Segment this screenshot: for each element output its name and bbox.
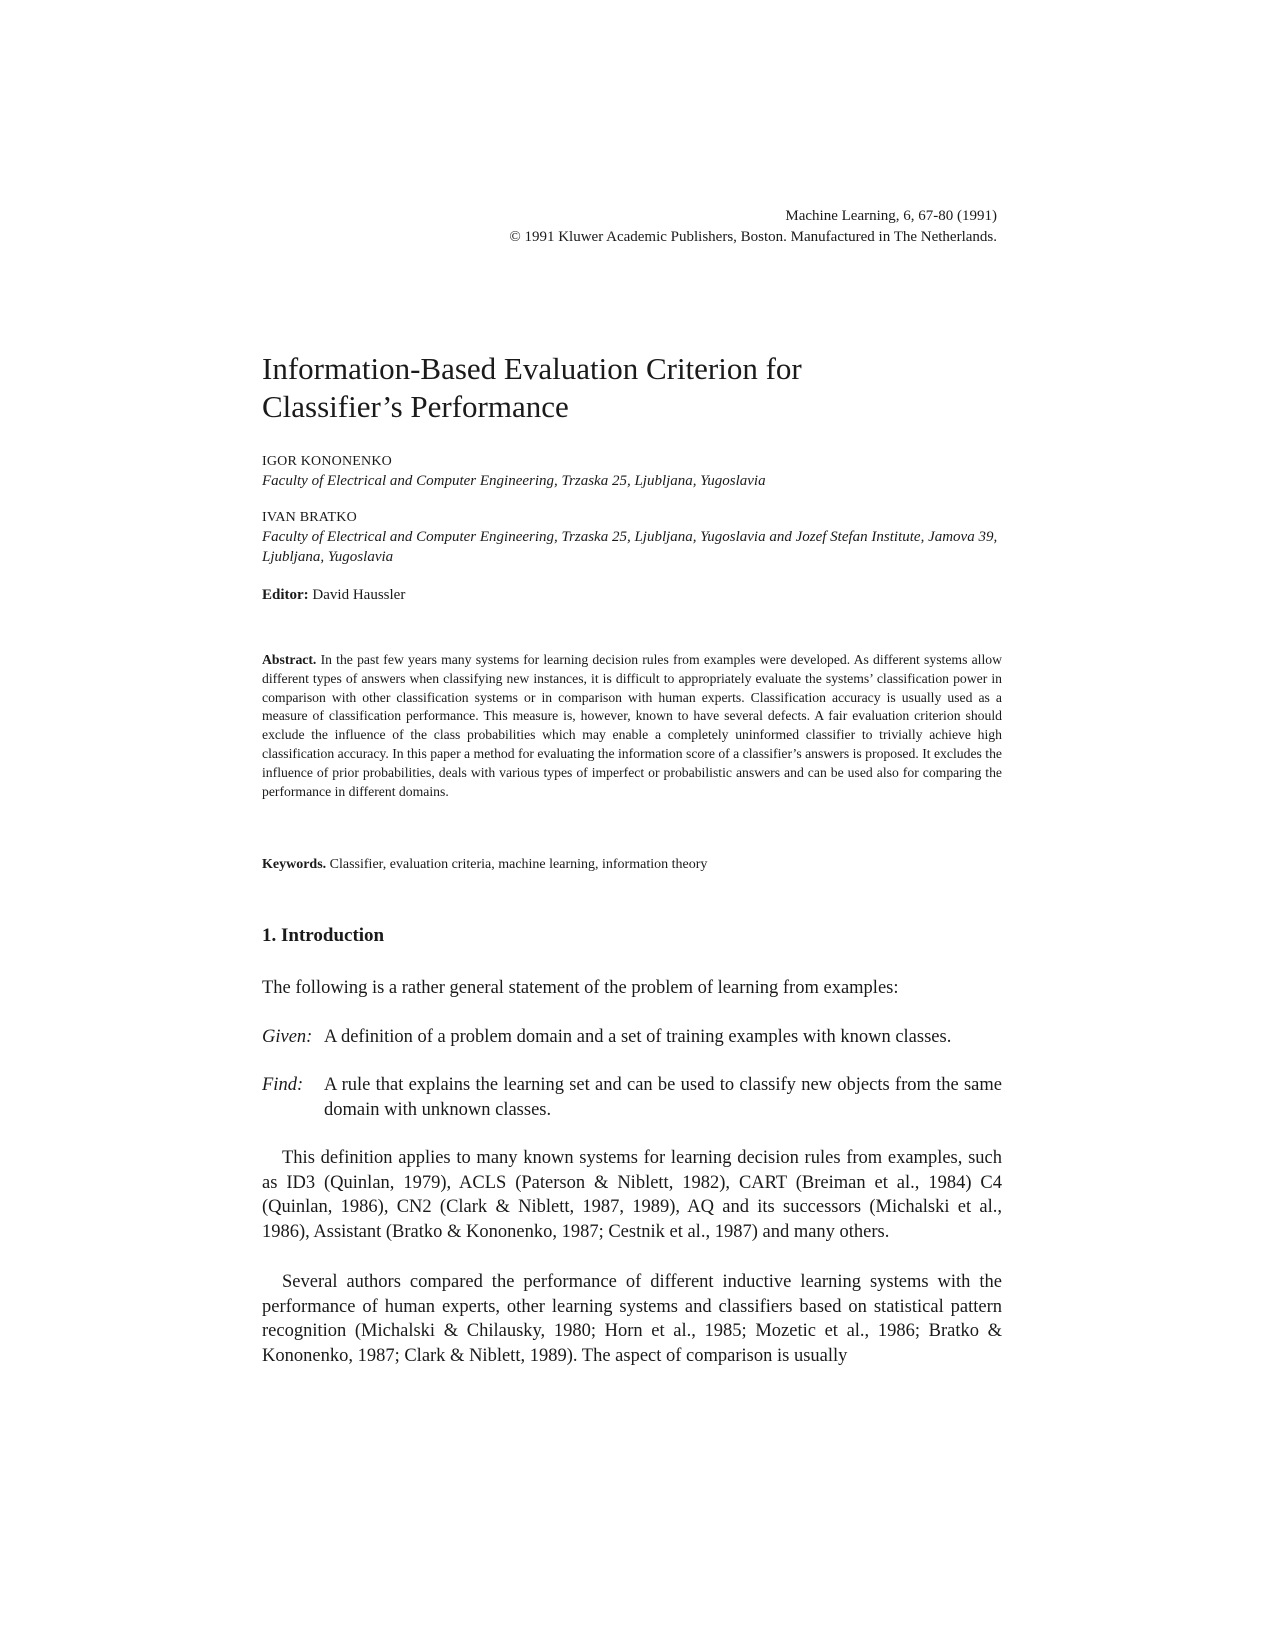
body-paragraph: Several authors compared the performance of different inductive learning systems with the performance of human experts, other learning systems and classifiers based on statistical pattern recognition (Michalski & Chilausky, 1980; Horn et al., 1985; Mozetic et al., 1986; Bratko & Kononenko, 1987; Clark & Niblett, 1989). The aspect of comparison is usually (262, 1272, 1002, 1366)
find-definition (262, 1073, 1002, 1122)
given-label: Given: (262, 1027, 313, 1047)
intro-sentence: The following is a rather general statement of the problem of learning from examples: (262, 978, 899, 998)
author-affiliation: Faculty of Electrical and Computer Engineering, Trzaska 25, Ljubljana, Yugoslavia (262, 473, 766, 489)
keywords-label: Keywords. (262, 857, 327, 872)
editor-line (262, 587, 405, 604)
author-affiliation: Faculty of Electrical and Computer Engineering, Trzaska 25, Ljubljana, Yugoslavia and Jozef Stefan Institute, Jamova 39, Ljubljana, Yugoslavia (262, 529, 998, 565)
body-paragraph: This definition applies to many known systems for learning decision rules from examples, such as ID3 (Quinlan, 1979), ACLS (Paterson & Niblett, 1982), CART (Breiman et al., 1984) C4 (Quinlan, 1986), CN2 (Clark & Niblett, 1987, 1989), AQ and its successors (Michalski et al., 1986), Assistant (Bratko & Kononenko, 1987; Cestnik et al., 1987) and many others. (262, 1148, 1002, 1242)
find-label: Find: (262, 1075, 304, 1095)
editor-label: Editor: (262, 587, 309, 603)
paper-title (262, 350, 1002, 426)
journal-citation: Machine Learning, 6, 67-80 (1991) (785, 208, 997, 224)
keywords (262, 857, 1002, 873)
abstract (262, 651, 1002, 801)
keywords-text: Classifier, evaluation criteria, machine learning, information theory (329, 857, 708, 872)
given-text: A definition of a problem domain and a set of training examples with known classes. (324, 1027, 952, 1047)
section-heading: 1. Introduction (262, 925, 385, 946)
abstract-text: In the past few years many systems for learning decision rules from examples were developed. As different systems allow different types of answers when classifying new instances, it is difficult to appropriately evaluate the systems’ classification power in comparison with other classification systems or in comparison with human experts. Classification accuracy is usually used as a measure of classification performance. This measure is, however, known to have several defects. A fair evaluation criterion should exclude the influence of the class probabilities which may enable a completely uninformed classifier to trivially achieve high classification accuracy. In this paper a method for evaluating the information score of a classifier’s answers is proposed. It excludes the influence of prior probabilities, deals with various types of imperfect or probabilistic answers and can be used also for comparing the performance in different domains. (262, 652, 1003, 799)
abstract-label: Abstract. (262, 652, 317, 667)
title-line-1: Information-Based Evaluation Criterion for (262, 351, 802, 386)
copyright-notice: © 1991 Kluwer Academic Publishers, Boston. Manufactured in The Netherlands. (509, 229, 997, 245)
given-definition (262, 1025, 1002, 1050)
title-line-2: Classifier’s Performance (262, 389, 569, 424)
author-block (262, 508, 1002, 567)
editor-name: David Haussler (312, 587, 406, 603)
find-text: A rule that explains the learning set and can be used to classify new objects from the same domain with unknown classes. (324, 1075, 1002, 1120)
author-name: IGOR KONONENKO (262, 454, 392, 469)
author-name: IVAN BRATKO (262, 510, 357, 525)
author-block (262, 452, 1002, 491)
journal-header (509, 206, 997, 248)
